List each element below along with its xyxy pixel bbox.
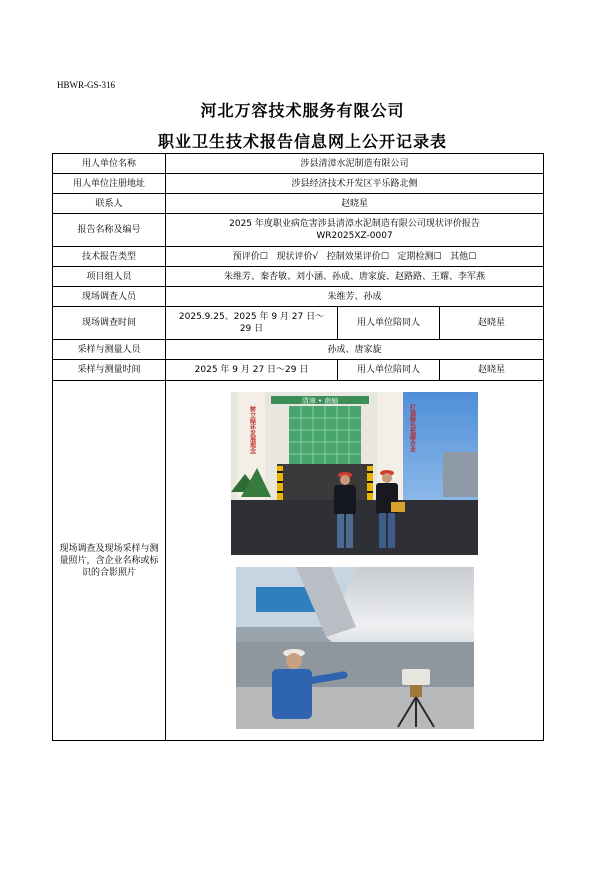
row-site-time xyxy=(53,307,544,340)
record-table xyxy=(52,153,544,741)
value-employer-name: 涉县清漳水泥制造有限公司 xyxy=(166,154,544,174)
checkbox-icon: ☐ xyxy=(433,251,442,262)
row-sampling-time xyxy=(53,360,544,381)
svg-text:清漳 • 南轴: 清漳 • 南轴 xyxy=(301,397,339,405)
site-measurement-photo xyxy=(236,567,474,729)
option-other: 其他☐ xyxy=(450,251,477,262)
site-group-photo xyxy=(231,392,478,555)
value-employer-address: 涉县经济技术开发区平乐路北侧 xyxy=(166,174,544,194)
label-team: 项目组人员 xyxy=(53,267,166,287)
label-sampling-companion: 用人单位陪同人 xyxy=(338,360,440,381)
label-contact: 联系人 xyxy=(53,194,166,214)
option-status-evaluation: 现状评价√ xyxy=(276,251,319,262)
label-employer-name: 用人单位名称 xyxy=(53,154,166,174)
value-contact: 赵晓星 xyxy=(166,194,544,214)
report-number: WR2025XZ-0007 xyxy=(316,231,393,241)
banner-right: 打造绿色低碳企业 xyxy=(408,404,416,452)
value-site-companion: 赵晓星 xyxy=(440,307,544,340)
photos-cell xyxy=(166,381,544,741)
value-sampling-time: 2025 年 9 月 27 日～29 日 xyxy=(166,360,338,381)
document-number: HBWR-GS-316 xyxy=(57,80,115,90)
company-title: 河北万容技术服务有限公司 xyxy=(200,101,405,120)
option-control-effect: 控制效果评价☐ xyxy=(326,251,389,262)
value-report xyxy=(166,214,544,247)
row-employer-address xyxy=(53,174,544,194)
row-report xyxy=(53,214,544,247)
label-site-staff: 现场调查人员 xyxy=(53,287,166,307)
row-sampling-staff xyxy=(53,340,544,360)
form-title: 职业卫生技术报告信息网上公开记录表 xyxy=(157,132,447,151)
label-report-type: 技术报告类型 xyxy=(53,247,166,267)
value-report-type xyxy=(166,247,544,267)
label-sampling-staff: 采样与测量人员 xyxy=(53,340,166,360)
distant-plant xyxy=(443,452,478,497)
checkbox-icon: ☐ xyxy=(259,251,268,262)
ground xyxy=(236,687,474,729)
checkbox-icon: ☐ xyxy=(468,251,477,262)
row-photos xyxy=(53,381,544,741)
gate-opening xyxy=(277,464,373,500)
value-site-staff: 朱维芳、孙成 xyxy=(166,287,544,307)
value-team: 朱维芳、秦杏敏、刘小涵、孙成、唐家旋、赵路路、王耀、李军燕 xyxy=(166,267,544,287)
option-periodic-test: 定期检测☐ xyxy=(397,251,442,262)
checkbox-icon: ☐ xyxy=(380,251,389,262)
value-sampling-staff: 孙成、唐家旋 xyxy=(166,340,544,360)
banner-left: 树立绿环发展理念 xyxy=(248,406,256,454)
row-team xyxy=(53,267,544,287)
row-report-type xyxy=(53,247,544,267)
row-site-staff xyxy=(53,287,544,307)
report-name: 2025 年度职业病危害涉县清漳水泥制造有限公司现状评价报告 xyxy=(229,219,480,229)
option-pre-evaluation: 预评价☐ xyxy=(232,251,268,262)
value-site-time: 2025.9.25、2025 年 9 月 27 日～ 29 日 xyxy=(166,307,338,340)
label-site-companion: 用人单位陪同人 xyxy=(338,307,440,340)
row-contact xyxy=(53,194,544,214)
label-employer-address: 用人单位注册地址 xyxy=(53,174,166,194)
label-sampling-time: 采样与测量时间 xyxy=(53,360,166,381)
label-photos: 现场调查及现场采样与测量照片，含企业名称或标识的合影照片 xyxy=(53,381,166,741)
checkmark-icon: √ xyxy=(312,251,319,262)
value-sampling-companion: 赵晓星 xyxy=(440,360,544,381)
row-employer-name xyxy=(53,154,544,174)
label-report: 报告名称及编号 xyxy=(53,214,166,247)
label-site-time: 现场调查时间 xyxy=(53,307,166,340)
